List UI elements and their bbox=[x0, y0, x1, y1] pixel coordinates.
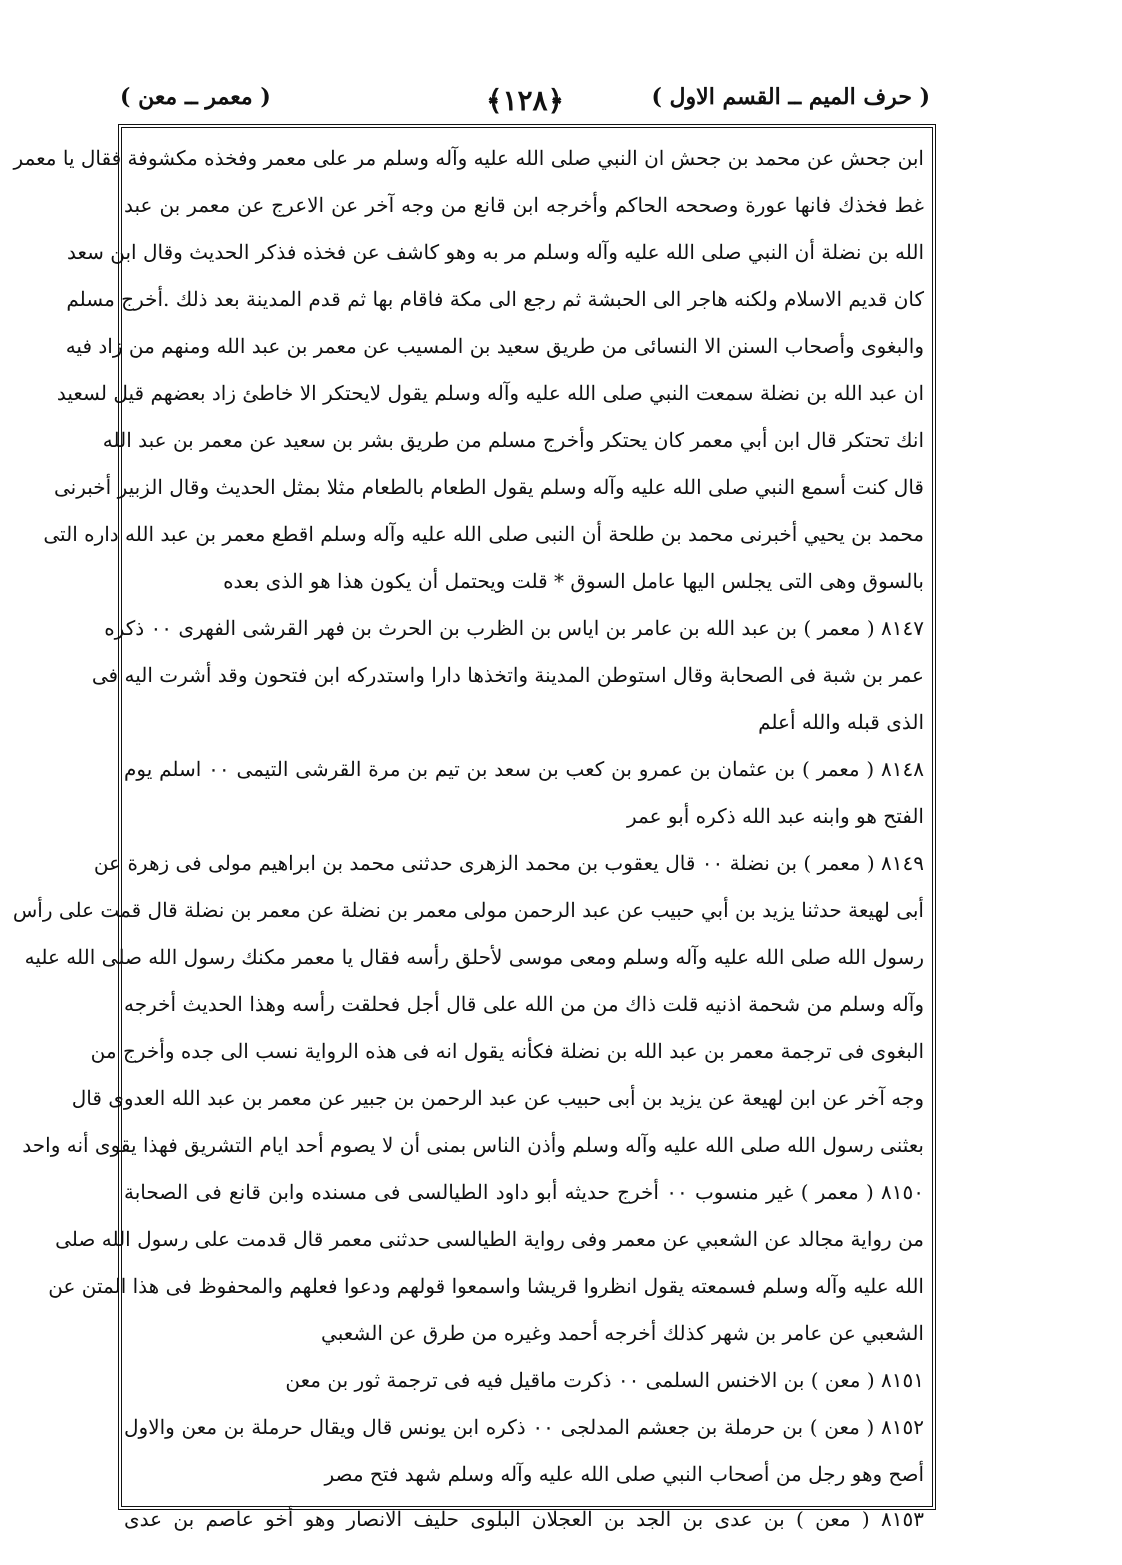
text-line: الله عليه وآله وسلم فسمعته يقول انظروا قريشا واسمعوا قولهم ودعوا فعلهم والمحفوظ فى هذا المتن عن bbox=[48, 1274, 924, 1298]
text-line: عمر بن شبة فى الصحابة وقال استوطن المدينة واتخذها دارا واستدركه ابن فتحون وقد أشرت اليه فى bbox=[91, 663, 924, 687]
text-line: الذى قبله والله أعلم bbox=[758, 710, 924, 734]
text-line: وآله وسلم من شحمة اذنيه قلت ذاك من من الله على قال أجل فحلقت رأسه وهذا الحديث أخرجه bbox=[124, 992, 924, 1016]
text-line: ان عبد الله بن نضلة سمعت النبي صلى الله عليه وآله وسلم يقول لايحتكر الا خاطئ زاد بعضهم قيل لسعيد bbox=[56, 381, 924, 405]
text-line: أصح وهو رجل من أصحاب النبي صلى الله عليه وآله وسلم شهد فتح مصر bbox=[324, 1462, 924, 1486]
text-line: من رواية مجالد عن الشعبي عن معمر وفى رواية الطيالسى حدثنى معمر قال قدمت على رسول الله صلى bbox=[55, 1227, 924, 1251]
entry-8150: ٨١٥٠ ( معمر ) غير منسوب ٠٠ أخرج حديثه أبو داود الطيالسى فى مسنده وابن قانع فى الصحابة bbox=[124, 1180, 924, 1204]
text-line: الشعبي عن عامر بن شهر كذلك أخرجه أحمد وغيره من طرق عن الشعبي bbox=[321, 1321, 924, 1345]
text-line: بعثنى رسول الله صلى الله عليه وآله وسلم وأذن الناس بمنى أن لا يصوم أحد ايام التشريق فهذا يقوى أنه واحد bbox=[22, 1133, 924, 1157]
text-line: الفتح هو وابنه عبد الله ذكره أبو عمر bbox=[626, 804, 924, 828]
text-line: غط فخذك فانها عورة وصححه الحاكم وأخرجه ابن قانع من وجه آخر عن الاعرج عن معمر بن عبد bbox=[124, 193, 924, 217]
text-line: محمد بن يحيي أخبرنى محمد بن طلحة أن النبى صلى الله عليه وآله وسلم اقطع معمر بن عبد الله داره التى bbox=[43, 522, 924, 546]
text-line: أبى لهيعة حدثنا يزيد بن أبي حبيب عن عبد الرحمن مولى معمر بن نضلة عن معمر بن نضلة قال قمت على رأس bbox=[12, 898, 924, 922]
entry-8147: ٨١٤٧ ( معمر ) بن عبد الله بن عامر بن اياس بن الظرب بن الحرث بن فهر القرشى الفهرى ٠٠ ذكره bbox=[104, 616, 924, 640]
text-line: قال كنت أسمع النبي صلى الله عليه وآله وسلم يقول الطعام بالطعام مثلا بمثل الحديث وقال الزبير أخبرنى bbox=[54, 475, 924, 499]
text-line: كان قديم الاسلام ولكنه هاجر الى الحبشة ثم رجع الى مكة فاقام بها ثم قدم المدينة بعد ذلك .أخرج مسلم bbox=[66, 287, 924, 311]
text-line: رسول الله صلى الله عليه وآله وسلم ومعى موسى لأحلق رأسه فقال يا معمر مكنك رسول الله صلى الله عليه bbox=[24, 945, 924, 969]
entry-8152: ٨١٥٢ ( معن ) بن حرملة بن جعشم المدلجى ٠٠ ذكره ابن يونس قال ويقال حرملة بن معن والاول bbox=[124, 1415, 924, 1439]
text-line: ابن جحش عن محمد بن جحش ان النبي صلى الله عليه وآله وسلم مر على معمر وفخذه مكشوفة فقال يا معمر bbox=[13, 146, 924, 170]
page-number: ﴿١٢٨﴾ bbox=[486, 84, 564, 117]
text-line: الله بن نضلة أن النبي صلى الله عليه وآله وسلم مر به وهو كاشف عن فخذه فذكر الحديث وقال ابن سعد bbox=[66, 240, 924, 264]
page-header bbox=[120, 80, 930, 120]
entry-8151: ٨١٥١ ( معن ) بن الاخنس السلمى ٠٠ ذكرت ماقيل فيه فى ترجمة ثور بن معن bbox=[285, 1368, 924, 1392]
section-title: ( حرف الميم ــ القسم الاول ) bbox=[651, 84, 930, 110]
text-line: وجه آخر عن ابن لهيعة عن يزيد بن أبى حبيب عن عبد الرحمن بن جبير عن معمر بن عبد الله العدوى قال bbox=[71, 1086, 924, 1110]
text-line: والبغوى وأصحاب السنن الا النسائى من طريق سعيد بن المسيب عن معمر بن عبد الله ومنهم من زاد فيه bbox=[65, 334, 924, 358]
entry-8148: ٨١٤٨ ( معمر ) بن عثمان بن عمرو بن كعب بن سعد بن تيم بن مرة القرشى التيمى ٠٠ اسلم يوم bbox=[124, 757, 925, 781]
text-line: بالسوق وهى التى يجلس اليها عامل السوق * قلت ويحتمل أن يكون هذا هو الذى بعده bbox=[223, 569, 924, 593]
entry-8149: ٨١٤٩ ( معمر ) بن نضلة ٠٠ قال يعقوب بن محمد الزهرى حدثنى محمد بن ابراهيم مولى فى زهرة عن bbox=[93, 851, 924, 875]
text-line: انك تحتكر قال ابن أبي معمر كان يحتكر وأخرج مسلم من طريق بشر بن سعيد عن معمر بن عبد الله bbox=[102, 428, 924, 452]
entry-range: ( معمر ــ معن ) bbox=[120, 84, 271, 110]
entry-8153: ٨١٥٣ ( معن ) بن عدى بن الجد بن العجلان البلوى حليف الانصار وهو أخو عاصم بن عدى bbox=[124, 1507, 924, 1531]
text-line: البغوى فى ترجمة معمر بن عبد الله بن نضلة فكأنه يقول انه فى هذه الرواية نسب الى جده وأخرج من bbox=[90, 1039, 924, 1063]
